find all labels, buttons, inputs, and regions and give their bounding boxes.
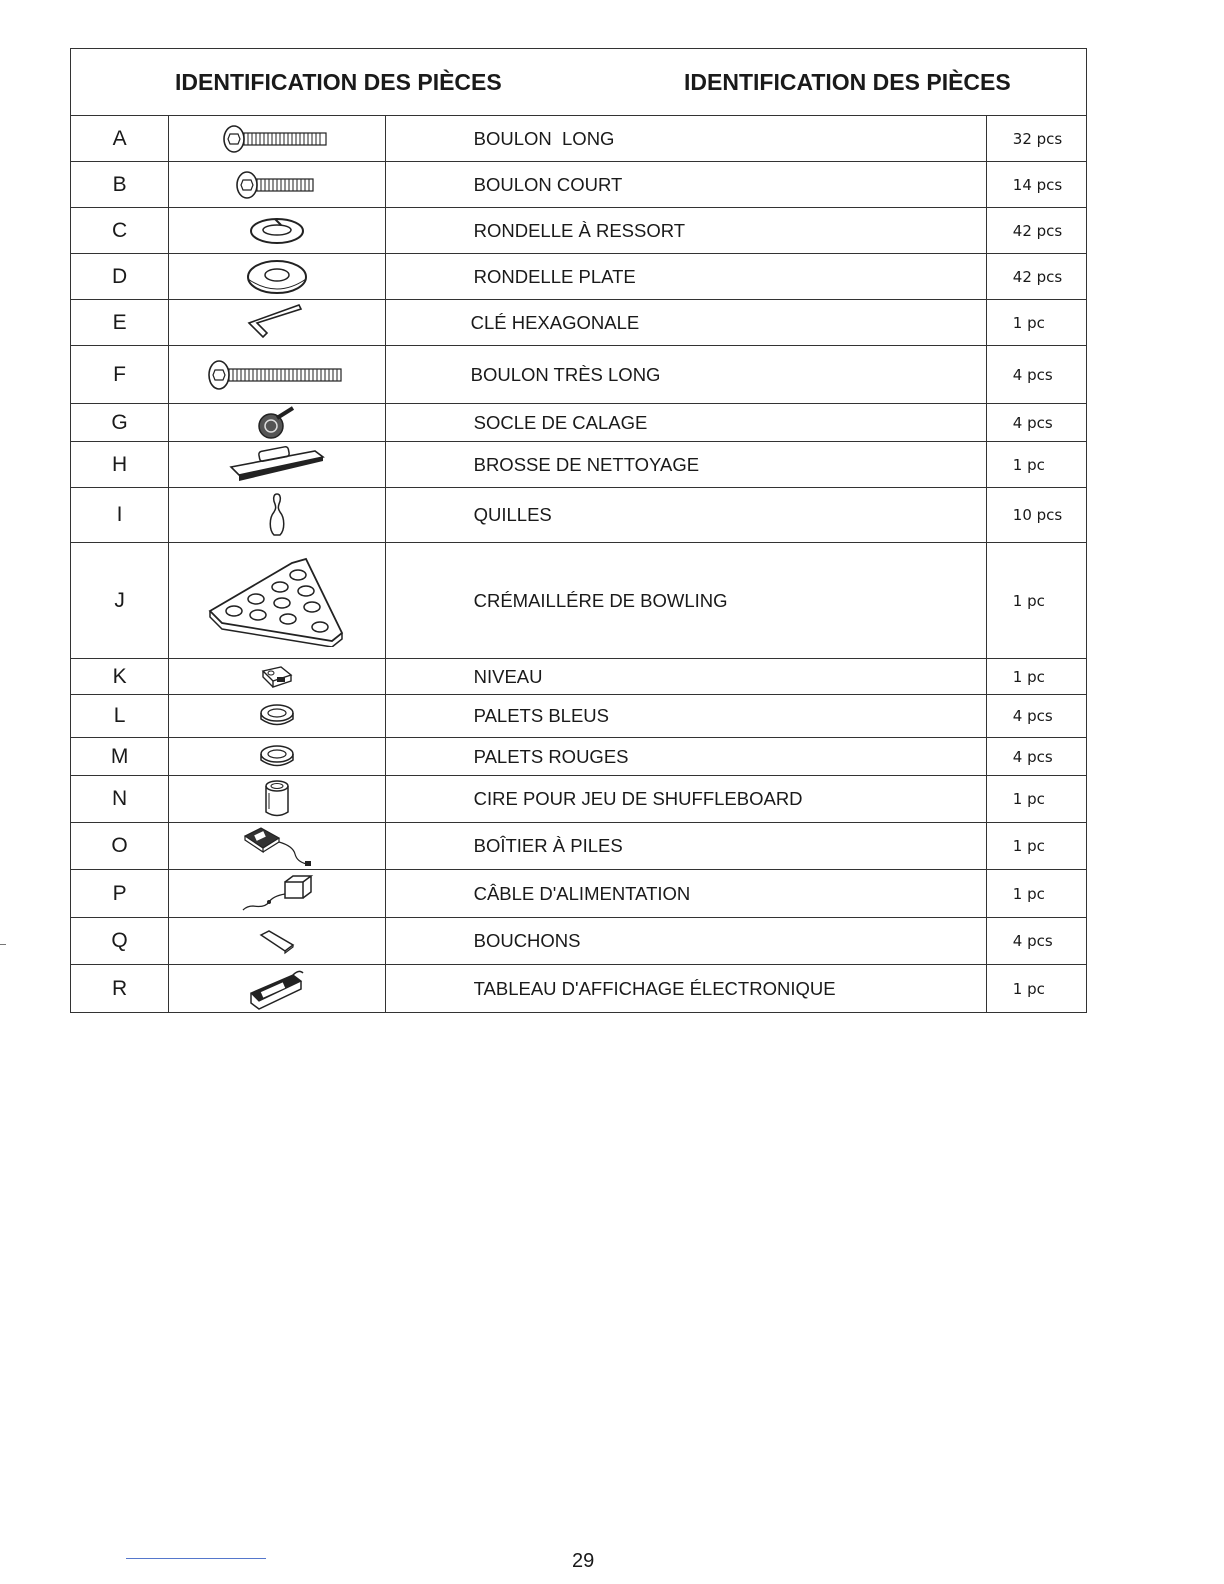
part-quantity: 4 pcs xyxy=(986,404,1086,442)
table-row xyxy=(71,254,1087,300)
part-letter: D xyxy=(71,254,169,300)
part-name: QUILLES xyxy=(385,488,986,543)
part-image-cell xyxy=(169,776,385,823)
part-image-cell xyxy=(169,488,385,543)
parts-table xyxy=(70,115,1087,1013)
part-image-cell xyxy=(169,404,385,442)
part-image-cell xyxy=(169,870,385,918)
red-puck-icon xyxy=(257,743,297,771)
part-quantity: 14 pcs xyxy=(986,162,1086,208)
short-bolt-icon xyxy=(235,170,319,200)
table-row xyxy=(71,870,1087,918)
part-quantity: 1 pc xyxy=(986,823,1086,870)
extra-long-bolt-icon xyxy=(207,359,347,391)
footer-rule xyxy=(126,1558,266,1559)
part-quantity: 4 pcs xyxy=(986,918,1086,965)
part-quantity: 42 pcs xyxy=(986,208,1086,254)
table-row xyxy=(71,543,1087,659)
part-name: TABLEAU D'AFFICHAGE ÉLECTRONIQUE xyxy=(385,965,986,1013)
bowling-rack-icon xyxy=(202,555,352,647)
part-letter: C xyxy=(71,208,169,254)
end-cap-icon xyxy=(255,927,299,955)
parts-identification-sheet xyxy=(70,48,1087,1013)
power-adapter-icon xyxy=(239,872,315,916)
part-letter: A xyxy=(71,116,169,162)
level-icon xyxy=(259,663,295,691)
page-number: 29 xyxy=(572,1550,595,1572)
part-quantity: 1 pc xyxy=(986,300,1086,346)
part-letter: M xyxy=(71,738,169,776)
bowling-pin-icon xyxy=(265,492,289,538)
part-letter: Q xyxy=(71,918,169,965)
part-letter: G xyxy=(71,404,169,442)
part-quantity: 4 pcs xyxy=(986,695,1086,738)
table-row xyxy=(71,300,1087,346)
part-name: CRÉMAILLÉRE DE BOWLING xyxy=(385,543,986,659)
table-row xyxy=(71,823,1087,870)
part-name: BOULON LONG xyxy=(385,116,986,162)
part-image-cell xyxy=(169,695,385,738)
part-quantity: 4 pcs xyxy=(986,346,1086,404)
table-row xyxy=(71,918,1087,965)
part-quantity: 1 pc xyxy=(986,776,1086,823)
part-letter: F xyxy=(71,346,169,404)
part-letter: P xyxy=(71,870,169,918)
part-name: CÂBLE D'ALIMENTATION xyxy=(385,870,986,918)
table-row xyxy=(71,488,1087,543)
part-letter: K xyxy=(71,659,169,695)
table-row xyxy=(71,346,1087,404)
long-bolt-icon xyxy=(222,124,332,154)
part-letter: B xyxy=(71,162,169,208)
part-image-cell xyxy=(169,116,385,162)
table-row xyxy=(71,659,1087,695)
part-name: RONDELLE À RESSORT xyxy=(385,208,986,254)
table-row xyxy=(71,442,1087,488)
leveling-foot-icon xyxy=(255,406,299,440)
hex-key-icon xyxy=(241,303,313,343)
part-letter: I xyxy=(71,488,169,543)
part-quantity: 1 pc xyxy=(986,965,1086,1013)
wax-can-icon xyxy=(262,779,292,819)
part-image-cell xyxy=(169,823,385,870)
part-name: CLÉ HEXAGONALE xyxy=(385,300,986,346)
table-row xyxy=(71,776,1087,823)
part-quantity: 32 pcs xyxy=(986,116,1086,162)
part-name: BROSSE DE NETTOYAGE xyxy=(385,442,986,488)
part-letter: N xyxy=(71,776,169,823)
table-row xyxy=(71,404,1087,442)
part-quantity: 1 pc xyxy=(986,659,1086,695)
part-image-cell xyxy=(169,738,385,776)
table-row xyxy=(71,965,1087,1013)
part-name: BOUCHONS xyxy=(385,918,986,965)
part-image-cell xyxy=(169,918,385,965)
table-row xyxy=(71,116,1087,162)
spring-washer-icon xyxy=(247,215,307,247)
part-name: BOULON COURT xyxy=(385,162,986,208)
part-image-cell xyxy=(169,346,385,404)
table-header xyxy=(70,48,1087,115)
electronic-scoreboard-icon xyxy=(247,967,307,1011)
part-quantity: 10 pcs xyxy=(986,488,1086,543)
part-image-cell xyxy=(169,162,385,208)
battery-box-icon xyxy=(239,824,315,868)
part-image-cell xyxy=(169,300,385,346)
part-name: RONDELLE PLATE xyxy=(385,254,986,300)
header-title-right: IDENTIFICATION DES PIÈCES xyxy=(684,69,1011,95)
part-letter: H xyxy=(71,442,169,488)
part-name: BOÎTIER À PILES xyxy=(385,823,986,870)
scan-mark xyxy=(0,944,6,945)
part-quantity: 1 pc xyxy=(986,870,1086,918)
part-image-cell xyxy=(169,442,385,488)
part-name: SOCLE DE CALAGE xyxy=(385,404,986,442)
blue-puck-icon xyxy=(257,702,297,730)
table-row xyxy=(71,162,1087,208)
table-row xyxy=(71,208,1087,254)
part-letter: L xyxy=(71,695,169,738)
part-image-cell xyxy=(169,965,385,1013)
table-row xyxy=(71,695,1087,738)
part-quantity: 1 pc xyxy=(986,442,1086,488)
part-name: NIVEAU xyxy=(385,659,986,695)
part-quantity: 1 pc xyxy=(986,543,1086,659)
part-letter: O xyxy=(71,823,169,870)
part-name: CIRE POUR JEU DE SHUFFLEBOARD xyxy=(385,776,986,823)
part-letter: E xyxy=(71,300,169,346)
flat-washer-icon xyxy=(244,257,310,297)
part-image-cell xyxy=(169,208,385,254)
table-row xyxy=(71,738,1087,776)
part-quantity: 42 pcs xyxy=(986,254,1086,300)
part-name: BOULON TRÈS LONG xyxy=(385,346,986,404)
part-name: PALETS BLEUS xyxy=(385,695,986,738)
header-title-left: IDENTIFICATION DES PIÈCES xyxy=(175,69,502,95)
part-letter: R xyxy=(71,965,169,1013)
cleaning-brush-icon xyxy=(225,445,329,485)
part-letter: J xyxy=(71,543,169,659)
part-image-cell xyxy=(169,543,385,659)
part-image-cell xyxy=(169,659,385,695)
part-name: PALETS ROUGES xyxy=(385,738,986,776)
part-image-cell xyxy=(169,254,385,300)
part-quantity: 4 pcs xyxy=(986,738,1086,776)
